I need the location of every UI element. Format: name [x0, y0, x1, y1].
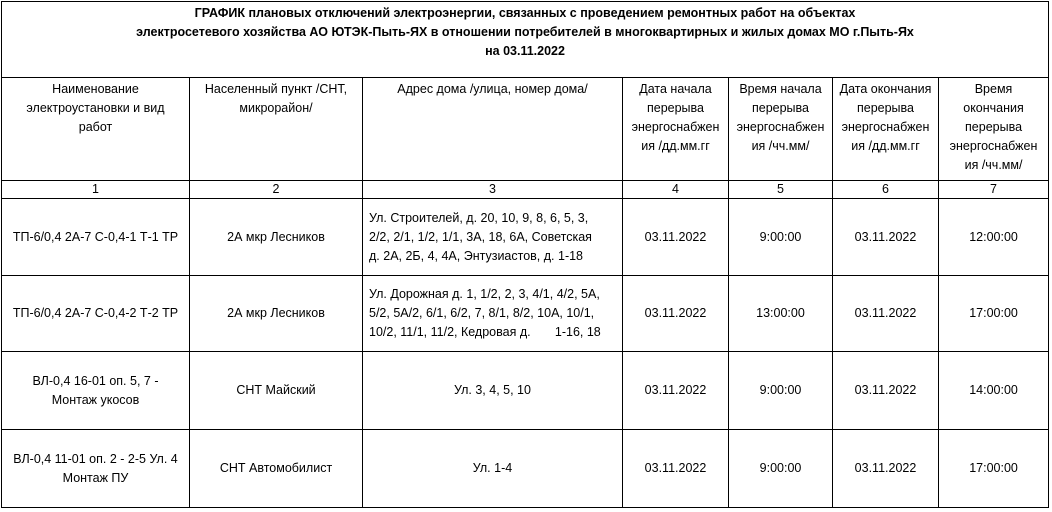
end-time-cell: 12:00:00 — [939, 199, 1049, 276]
locality-cell: 2А мкр Лесников — [190, 199, 363, 276]
start-date-cell: 03.11.2022 — [623, 352, 729, 430]
address-text: 5/2, 5А/2, 6/1, 6/2, 7, 8/1, 8/2, 10А, 10/1, — [369, 306, 595, 320]
header-text: перерыва — [965, 120, 1023, 134]
header-locality — [190, 78, 363, 181]
column-number: 2 — [190, 181, 363, 199]
header-text: перерыва — [646, 101, 704, 115]
header-text: работ — [78, 120, 113, 134]
column-number: 7 — [939, 181, 1049, 199]
address-cell — [363, 430, 623, 508]
installation-cell — [2, 352, 190, 430]
installation-text: Монтаж укосов — [51, 392, 140, 407]
address-cell — [363, 199, 623, 276]
column-number: 3 — [363, 181, 623, 199]
installation-text: ТП-6/0,4 2А-7 С-0,4-1 Т-1 ТР — [12, 229, 179, 244]
installation-text: ВЛ-0,4 16-01 оп. 5, 7 - — [32, 373, 159, 388]
header-text: ия /дд.мм.гг — [641, 139, 710, 153]
locality-cell: 2А мкр Лесников — [190, 276, 363, 352]
end-date-cell: 03.11.2022 — [833, 276, 939, 352]
header-text: перерыва — [856, 101, 914, 115]
header-start-time — [729, 78, 833, 181]
locality-cell: СНТ Автомобилист — [190, 430, 363, 508]
header-text: Адрес дома /улица, номер дома/ — [397, 82, 588, 96]
title-line-2: электросетевого хозяйства АО ЮТЭК-Пыть-ЯХ в отношении потребителей в многоквартирных и жилых домах МО г.Пыть-Ях — [136, 25, 914, 39]
locality-cell: СНТ Майский — [190, 352, 363, 430]
installation-cell — [2, 430, 190, 508]
column-number: 5 — [729, 181, 833, 199]
start-time-cell: 9:00:00 — [729, 430, 833, 508]
end-date-cell: 03.11.2022 — [833, 199, 939, 276]
address-text: Ул. Строителей, д. 20, 10, 9, 8, 6, 5, 3, — [369, 210, 589, 225]
header-installation — [2, 78, 190, 181]
column-number: 1 — [2, 181, 190, 199]
header-end-date — [833, 78, 939, 181]
header-end-time — [939, 78, 1049, 181]
title-line-3: на 03.11.2022 — [485, 44, 565, 58]
header-text: Дата начала — [639, 82, 712, 96]
end-date-cell: 03.11.2022 — [833, 352, 939, 430]
column-number-row — [2, 181, 1049, 199]
start-time-cell: 9:00:00 — [729, 352, 833, 430]
start-time-cell: 13:00:00 — [729, 276, 833, 352]
header-text: ия /чч.мм/ — [964, 158, 1023, 172]
column-number: 6 — [833, 181, 939, 199]
end-date-cell: 03.11.2022 — [833, 430, 939, 508]
header-text: Время — [974, 82, 1013, 96]
address-text: д. 2А, 2Б, 4, 4А, Энтузиастов, д. 1-18 — [369, 248, 584, 263]
address-text: 2/2, 2/1, 1/2, 1/1, 3А, 18, 6А, Советская — [369, 229, 592, 244]
address-text: 10/2, 11/1, 11/2, Кедровая д. 1-16, 18 — [369, 325, 601, 339]
header-text: Наименование — [52, 82, 139, 96]
outage-schedule-table — [1, 1, 1049, 508]
address-cell — [363, 276, 623, 352]
header-text: энергоснабжен — [949, 139, 1038, 153]
address-cell — [363, 352, 623, 430]
address-text: Ул. Дорожная д. 1, 1/2, 2, 3, 4/1, 4/2, 5А, — [369, 287, 600, 301]
start-time-cell: 9:00:00 — [729, 199, 833, 276]
installation-cell — [2, 276, 190, 352]
header-text: окончания — [963, 101, 1024, 115]
installation-text: ТП-6/0,4 2А-7 С-0,4-2 Т-2 ТР — [12, 306, 179, 320]
address-text: Ул. 3, 4, 5, 10 — [454, 383, 531, 397]
header-text: Населенный пункт /СНТ, — [204, 82, 348, 96]
installation-cell — [2, 199, 190, 276]
header-address — [363, 78, 623, 181]
title-row — [2, 2, 1049, 78]
header-text: энергоснабжен — [631, 120, 720, 134]
header-text: электроустановки и вид — [26, 101, 165, 115]
start-date-cell: 03.11.2022 — [623, 199, 729, 276]
address-text: Ул. 1-4 — [472, 461, 513, 475]
table-row — [2, 199, 1049, 276]
document-title — [2, 2, 1049, 78]
table-row — [2, 276, 1049, 352]
table-row — [2, 352, 1049, 430]
installation-text: Монтаж ПУ — [62, 470, 129, 485]
column-number: 4 — [623, 181, 729, 199]
end-time-cell: 17:00:00 — [939, 276, 1049, 352]
end-time-cell: 14:00:00 — [939, 352, 1049, 430]
header-text: Дата окончания — [839, 82, 932, 96]
header-text: перерыва — [751, 101, 809, 115]
header-text: энергоснабжен — [736, 120, 825, 134]
end-time-cell: 17:00:00 — [939, 430, 1049, 508]
header-text: ия /чч.мм/ — [751, 139, 810, 153]
installation-text: ВЛ-0,4 11-01 оп. 2 - 2-5 Ул. 4 — [13, 451, 178, 466]
start-date-cell: 03.11.2022 — [623, 276, 729, 352]
title-line-1: ГРАФИК плановых отключений электроэнергии, связанных с проведением ремонтных работ на объектах — [194, 6, 856, 20]
table-row — [2, 430, 1049, 508]
header-start-date — [623, 78, 729, 181]
header-text: микрорайон/ — [239, 101, 313, 115]
header-text: ия /дд.мм.гг — [851, 139, 920, 153]
header-text: Время начала — [739, 82, 822, 96]
outage-schedule-sheet — [1, 1, 1048, 509]
start-date-cell: 03.11.2022 — [623, 430, 729, 508]
header-row — [2, 78, 1049, 181]
header-text: энергоснабжен — [841, 120, 930, 134]
